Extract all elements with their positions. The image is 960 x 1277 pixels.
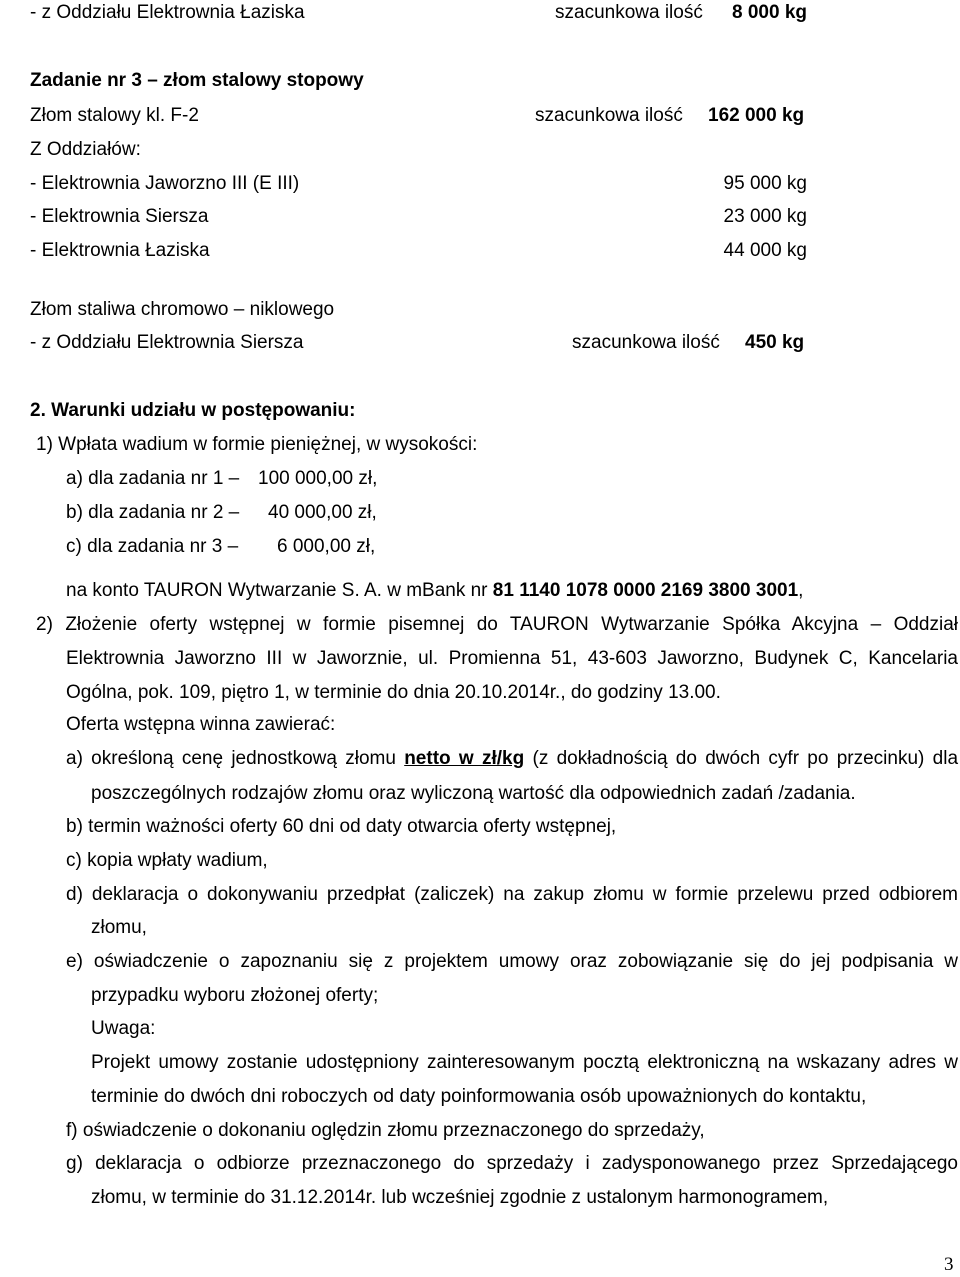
- task3-from-label: Z Oddziałów:: [30, 139, 141, 160]
- chrome-source: - z Oddziału Elektrownia Siersza: [30, 332, 304, 353]
- wadium-amount: 100 000,00 zł,: [258, 468, 378, 489]
- offer-item-c: c) kopia wpłaty wadium,: [66, 850, 268, 871]
- offer-item-a-line2: poszczególnych rodzajów złomu oraz wyliczoną wartość dla odpowiednich zadań /zadania.: [91, 783, 856, 804]
- top-source: - z Oddziału Elektrownia Łaziska: [30, 2, 305, 23]
- offer-item-a-prefix: a) określoną cenę jednostkową złomu: [66, 748, 405, 769]
- task3-row-name: - Elektrownia Siersza: [30, 206, 209, 227]
- offer-intro: Oferta wstępna winna zawierać:: [66, 714, 336, 735]
- page-number: 3: [944, 1254, 954, 1275]
- offer-item-f: f) oświadczenie o dokonaniu oględzin złomu przeznaczonego do sprzedaży,: [66, 1120, 705, 1141]
- offer-item-b: b) termin ważności oferty 60 dni od daty otwarcia oferty wstępnej,: [66, 816, 617, 837]
- top-qty-label: szacunkowa ilość: [555, 2, 703, 23]
- wadium-label: c) dla zadania nr 3 –: [66, 536, 239, 557]
- wadium-label: b) dla zadania nr 2 –: [66, 502, 240, 523]
- offer-item-d: d) deklaracja o dokonywaniu przedpłat (zaliczek) na zakup złomu w formie przelewu przed odbiorem: [66, 884, 958, 905]
- task3-row-name: - Elektrownia Łaziska: [30, 240, 210, 261]
- offer-item-e-line2: przypadku wyboru złożonej oferty;: [91, 985, 379, 1006]
- task3-row-qty: 23 000 kg: [723, 206, 807, 227]
- task3-row-qty: 95 000 kg: [723, 173, 807, 194]
- chrome-qty-value: 450 kg: [745, 332, 805, 353]
- chrome-title: Złom staliwa chromowo – niklowego: [30, 299, 335, 320]
- offer-item-g-line2: złomu, w terminie do 31.12.2014r. lub wcześniej zgodnie z ustalonym harmonogramem,: [91, 1187, 829, 1208]
- wadium-label: a) dla zadania nr 1 –: [66, 468, 240, 489]
- task3-row-name: - Elektrownia Jaworzno III (E III): [30, 173, 300, 194]
- section2-title: 2. Warunki udziału w postępowaniu:: [30, 400, 356, 421]
- offer-item-a: [66, 748, 958, 770]
- task3-qty-label: szacunkowa ilość: [535, 105, 683, 126]
- offer-item-d-line2: złomu,: [91, 917, 147, 938]
- note-label: Uwaga:: [91, 1018, 156, 1039]
- note-line: terminie do dwóch dni roboczych od daty poinformowania osób upoważnionych do kontaktu,: [91, 1086, 867, 1107]
- task3-row-qty: 44 000 kg: [723, 240, 807, 261]
- offer-item-a-underlined: netto w zł/kg: [404, 748, 525, 769]
- task3-qty-value: 162 000 kg: [708, 105, 805, 126]
- task3-class: Złom stalowy kl. F-2: [30, 105, 199, 126]
- wadium-amount: 40 000,00 zł,: [268, 502, 377, 523]
- offer-item-g: g) deklaracja o odbiorze przeznaczonego do sprzedaży i zadysponowanego przez Sprzedającego: [66, 1153, 958, 1174]
- bank-account-prefix: na konto TAURON Wytwarzanie S. A. w mBank nr: [66, 580, 493, 601]
- offer-submission-line: 2) Złożenie oferty wstępnej w formie pisemnej do TAURON Wytwarzanie Spółka Akcyjna – Oddział: [36, 614, 958, 635]
- task3-title: Zadanie nr 3 – złom stalowy stopowy: [30, 70, 364, 91]
- bank-account-number: 81 1140 1078 0000 2169 3800 3001: [492, 580, 799, 601]
- bank-account-suffix: ,: [798, 580, 804, 601]
- chrome-qty-label: szacunkowa ilość: [572, 332, 720, 353]
- offer-submission-line: Elektrownia Jaworzno III w Jaworznie, ul. Promienna 51, 43-603 Jaworzno, Budynek C, Kancelaria: [66, 648, 958, 669]
- wadium-amount: 6 000,00 zł,: [277, 536, 376, 557]
- offer-item-a-suffix: (z dokładnością do dwóch cyfr po przecinku) dla: [524, 748, 959, 769]
- offer-item-e: e) oświadczenie o zapoznaniu się z projektem umowy oraz zobowiązanie się do jej podpisania w: [66, 951, 958, 972]
- offer-submission-line: Ogólna, pok. 109, piętro 1, w terminie do dnia 20.10.2014r., do godziny 13.00.: [66, 682, 721, 703]
- top-qty-value: 8 000 kg: [732, 2, 807, 23]
- wadium-intro: 1) Wpłata wadium w formie pieniężnej, w wysokości:: [36, 434, 478, 455]
- note-line: Projekt umowy zostanie udostępniony zainteresowanym pocztą elektroniczną na wskazany adres w: [91, 1052, 958, 1073]
- bank-account-line: [66, 580, 803, 602]
